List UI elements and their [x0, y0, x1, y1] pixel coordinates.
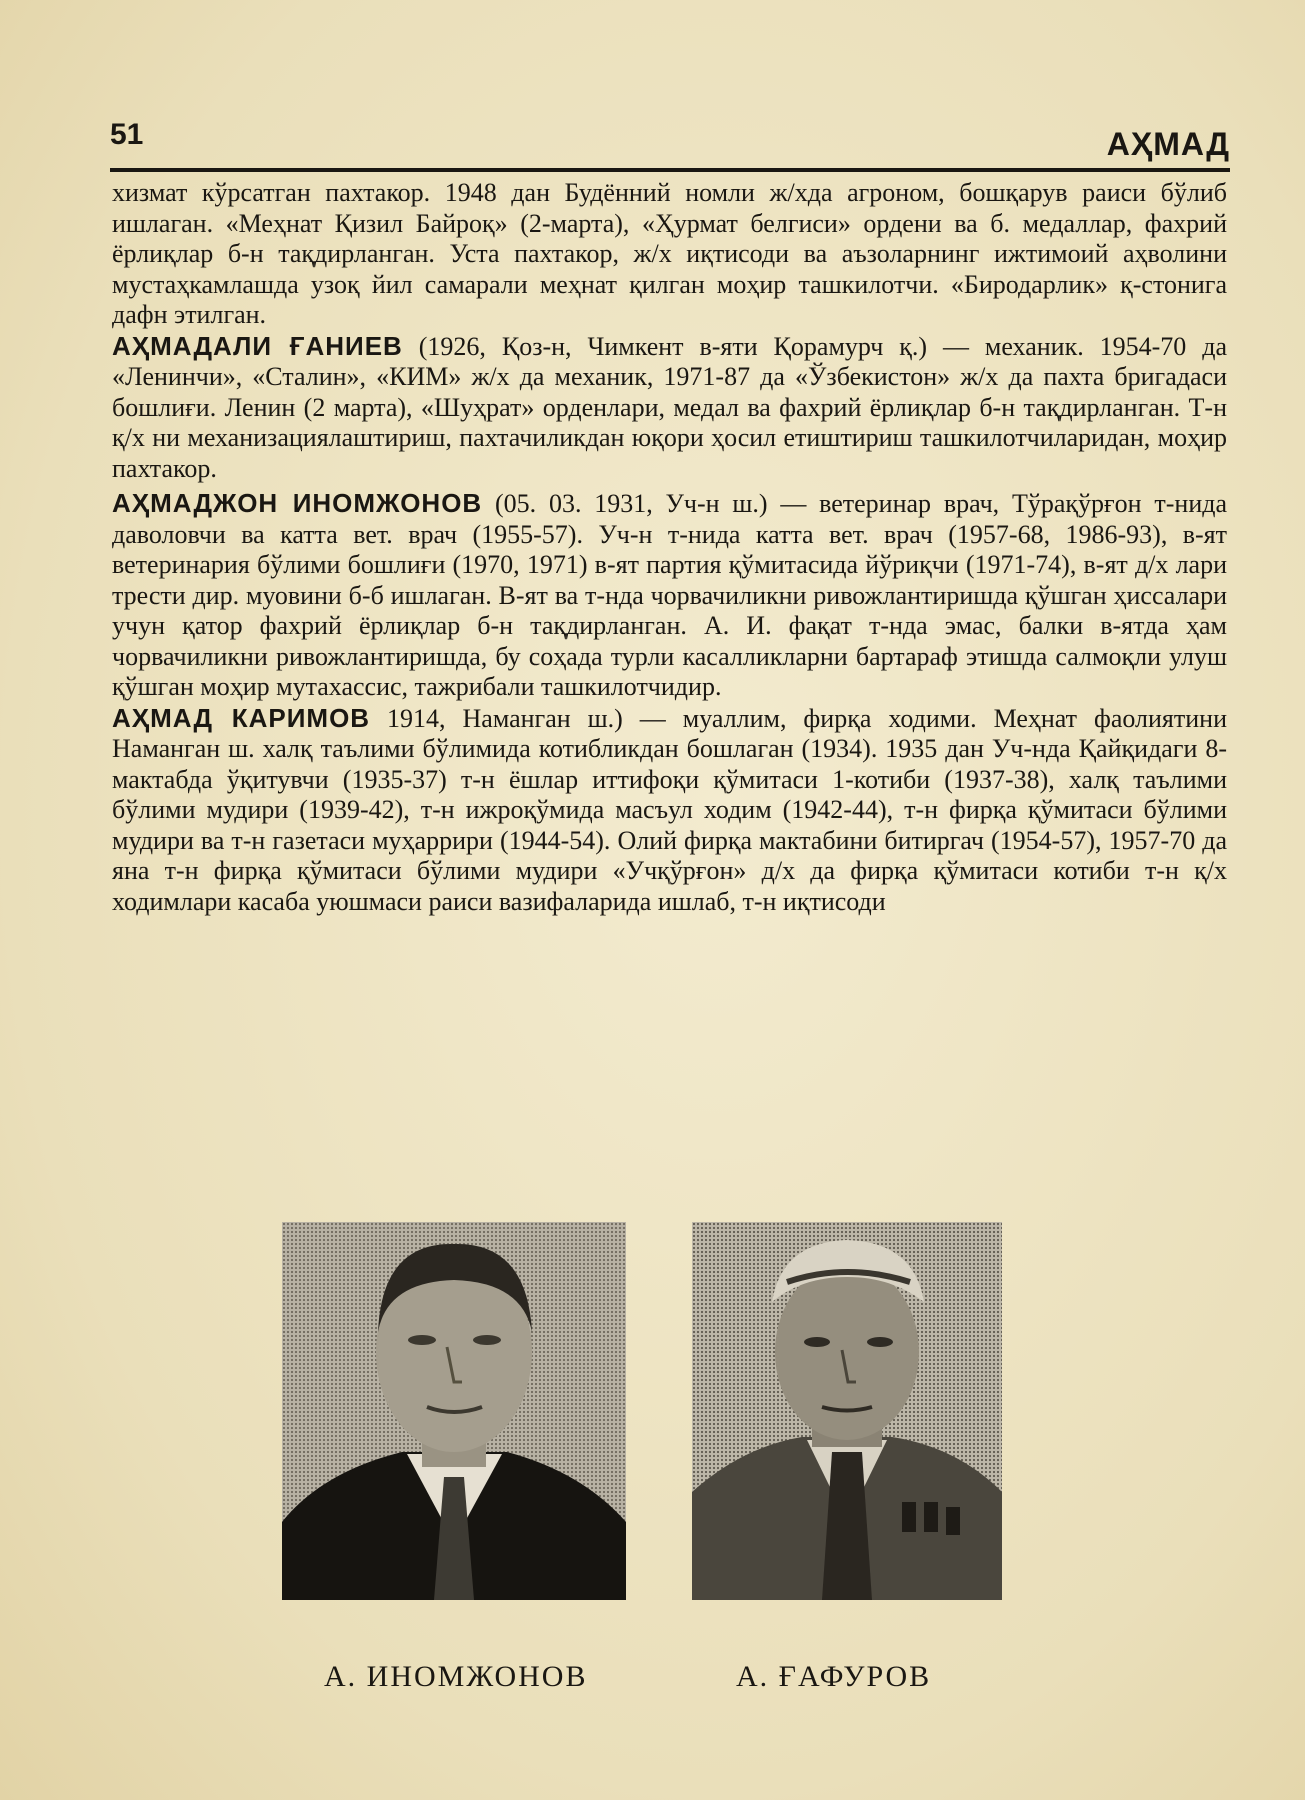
page-number: 51 [110, 118, 144, 151]
continuation-paragraph: хизмат кўрсатган пахтакор. 1948 дан Будённий номли ж/хда агроном, бошқарув раиси бўлиб ишлаган. «Меҳнат Қизил Байроқ» (2-марта), «Ҳурмат белгиси» ордени ва б. медаллар, фахрий ёрлиқлар б-н тақдирланган. Уста пахтакор, ж/х иқтисоди ва аъзоларнинг ижтимоий аҳволини мустаҳкамлашда узоқ йил самарали меҳнат қилган моҳир ташкилотчи. «Биродарлик» қ-стонига дафн этилган. [112, 178, 1227, 329]
entry-text: (05. 03. 1931, Уч-н ш.) — ветеринар врач, Тўрақўрғон т-нида даволовчи ва катта вет. врач (1955-57). Уч-н т-нида катта вет. врач (1957-68, 1986-93), в-ят ветеринария бўлими бошлиғи (1970, 1971) в-ят партия қўмитасида йўриқчи (1971-74), в-ят д/х лари трести дир. муовини б-б ишлаган. В-ят ва т-нда чорвачиликни ривожлантиришда қўшган ҳиссалари учун қатор фахрий ёрлиқлар б-н тақдирланган. А. И. фақат т-нда эмас, балки в-ятда ҳам чорвачиликни ривожлантиришда, бу соҳада турли касалликларни бартараф этишда салмоқли улуш қўшган моҳир мутахассис, тажрибали ташкилотчидир. [112, 489, 1228, 701]
photo-caption-right: А. ҒАФУРОВ [736, 1660, 932, 1693]
article-body [112, 178, 1227, 917]
entry-ahmadali-ganiev [112, 331, 1227, 485]
page-header [110, 118, 1230, 168]
photo-row [282, 1222, 1002, 1602]
entry-ahmadjon-inomjonov [112, 488, 1227, 703]
entry-text: 1914, Наманган ш.) — муаллим, фирқа ходими. Меҳнат фаолиятини Наманган ш. халқ таълими бўлимида котибликдан бошлаган (1934). 1935 дан Уч-нда Қайқидаги 8-мактабда ўқитувчи (1935-37) т-н ёшлар иттифоқи қўмитаси 1-котиби (1937-38), халқ таълими бўлими мудири (1939-42), т-н ижроқўмида масъул ходим (1942-44), т-н фирқа қўмитаси бўлими мудири ва т-н газетаси муҳаррири (1944-54). Олий фирқа мактабини битиргач (1954-57), 1957-70 да яна т-н фирқа қўмитаси бўлими мудири «Учқўрғон» д/х да фирқа қўмитаси котиби т-н қ/х ходимлари касаба уюшмаси раиси вазифаларида ишлаб, т-н иқтисоди [112, 703, 1227, 916]
entry-name: АҲМАД КАРИМОВ [112, 702, 371, 733]
running-head: АҲМАД [1106, 126, 1230, 162]
portrait-photo-gafurov [692, 1222, 1002, 1600]
portrait-photo-inomjonov [282, 1222, 626, 1600]
entry-name: АҲМАДАЛИ ҒАНИЕВ [112, 330, 403, 361]
entry-ahmad-karimov [112, 703, 1227, 918]
entry-name: АҲМАДЖОН ИНОМЖОНОВ [112, 488, 483, 518]
photo-caption-left: А. ИНОМЖОНОВ [324, 1660, 588, 1693]
header-rule [110, 168, 1230, 172]
entry-text: (1926, Қоз-н, Чимкент в-яти Қорамурч қ.) — механик. 1954-70 да «Ленинчи», «Сталин», «КИМ» ж/х да механик, 1971-87 да «Ўзбекистон» ж/х да пахта бригадаси бошлиғи. Ленин (2 марта), «Шуҳрат» орденлари, медал ва фахрий ёрлиқлар б-н тақдирланган. Т-н қ/х ни механизациялаштириш, пахтачиликдан юқори ҳосил етиштириш ташкилотчиларидан, моҳир пахтакор. [112, 331, 1227, 483]
